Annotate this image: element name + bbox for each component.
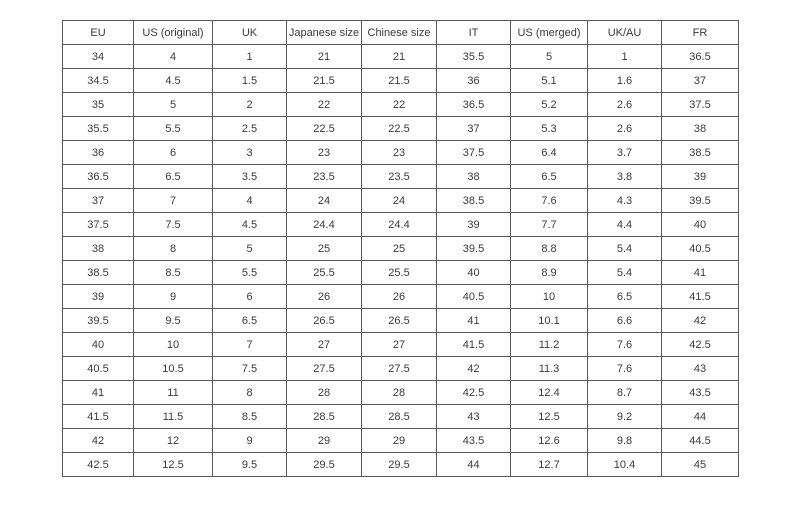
table-cell: 4.3 — [588, 189, 662, 213]
table-row — [63, 165, 739, 189]
table-cell: 5.5 — [134, 117, 213, 141]
table-cell: 36 — [437, 69, 511, 93]
table-cell: 4 — [134, 45, 213, 69]
table-cell: 27.5 — [362, 357, 437, 381]
table-cell: 22.5 — [362, 117, 437, 141]
table-cell: 44 — [662, 405, 739, 429]
table-cell: 2.6 — [588, 117, 662, 141]
table-cell: 9.5 — [213, 453, 287, 477]
table-cell: 39 — [662, 165, 739, 189]
table-cell: 25.5 — [287, 261, 362, 285]
table-cell: 23 — [362, 141, 437, 165]
table-cell: 40 — [437, 261, 511, 285]
table-cell: 10.4 — [588, 453, 662, 477]
table-row — [63, 213, 739, 237]
table-cell: 12.5 — [134, 453, 213, 477]
column-header-fr: FR — [662, 21, 739, 45]
table-cell: 24.4 — [362, 213, 437, 237]
table-cell: 7.7 — [511, 213, 588, 237]
table-cell: 38.5 — [63, 261, 134, 285]
table-row — [63, 93, 739, 117]
table-row — [63, 453, 739, 477]
table-cell: 28 — [287, 381, 362, 405]
table-cell: 40 — [63, 333, 134, 357]
table-cell: 42.5 — [63, 453, 134, 477]
table-cell: 23 — [287, 141, 362, 165]
table-cell: 6.5 — [213, 309, 287, 333]
table-cell: 21.5 — [362, 69, 437, 93]
table-cell: 27.5 — [287, 357, 362, 381]
table-cell: 35.5 — [437, 45, 511, 69]
table-cell: 1 — [588, 45, 662, 69]
table-cell: 5 — [213, 237, 287, 261]
column-header-it: IT — [437, 21, 511, 45]
table-cell: 21 — [362, 45, 437, 69]
shoe-size-conversion-table — [62, 20, 739, 477]
table-cell: 44 — [437, 453, 511, 477]
table-cell: 43.5 — [437, 429, 511, 453]
table-cell: 24 — [362, 189, 437, 213]
table-cell: 7.6 — [588, 333, 662, 357]
table-cell: 10.1 — [511, 309, 588, 333]
table-cell: 7 — [134, 189, 213, 213]
table-cell: 34 — [63, 45, 134, 69]
table-cell: 12.6 — [511, 429, 588, 453]
table-row — [63, 357, 739, 381]
table-cell: 42 — [437, 357, 511, 381]
table-cell: 37.5 — [662, 93, 739, 117]
table-row — [63, 285, 739, 309]
table-cell: 39 — [437, 213, 511, 237]
table-cell: 24 — [287, 189, 362, 213]
header-row — [63, 21, 739, 45]
table-cell: 22 — [287, 93, 362, 117]
table-cell: 27 — [287, 333, 362, 357]
table-cell: 28.5 — [287, 405, 362, 429]
table-cell: 4.4 — [588, 213, 662, 237]
table-row — [63, 189, 739, 213]
table-cell: 40.5 — [662, 237, 739, 261]
table-cell: 38 — [662, 117, 739, 141]
table-cell: 34.5 — [63, 69, 134, 93]
table-cell: 21 — [287, 45, 362, 69]
table-cell: 9.2 — [588, 405, 662, 429]
table-cell: 41 — [437, 309, 511, 333]
table-cell: 26 — [362, 285, 437, 309]
table-cell: 37 — [437, 117, 511, 141]
table-cell: 36.5 — [437, 93, 511, 117]
table-row — [63, 261, 739, 285]
table-cell: 11.5 — [134, 405, 213, 429]
table-cell: 39.5 — [437, 237, 511, 261]
column-header-japanese-size: Japanese size — [287, 21, 362, 45]
table-cell: 1.6 — [588, 69, 662, 93]
table-cell: 8 — [213, 381, 287, 405]
table-cell: 26.5 — [362, 309, 437, 333]
table-cell: 5.2 — [511, 93, 588, 117]
table-cell: 7.6 — [511, 189, 588, 213]
table-cell: 29 — [362, 429, 437, 453]
table-cell: 41.5 — [437, 333, 511, 357]
table-cell: 43 — [437, 405, 511, 429]
table-row — [63, 429, 739, 453]
table-cell: 8 — [134, 237, 213, 261]
table-cell: 35 — [63, 93, 134, 117]
table-row — [63, 309, 739, 333]
table-cell: 7.5 — [213, 357, 287, 381]
table-cell: 26 — [287, 285, 362, 309]
table-cell: 36.5 — [662, 45, 739, 69]
table-cell: 5.4 — [588, 237, 662, 261]
table-cell: 2.5 — [213, 117, 287, 141]
column-header-chinese-size: Chinese size — [362, 21, 437, 45]
table-cell: 4 — [213, 189, 287, 213]
table-cell: 4.5 — [134, 69, 213, 93]
table-cell: 10 — [134, 333, 213, 357]
table-cell: 12.7 — [511, 453, 588, 477]
table-cell: 24.4 — [287, 213, 362, 237]
table-cell: 37.5 — [63, 213, 134, 237]
table-cell: 10.5 — [134, 357, 213, 381]
table-cell: 39.5 — [63, 309, 134, 333]
table-cell: 11.2 — [511, 333, 588, 357]
table-cell: 8.7 — [588, 381, 662, 405]
table-cell: 25 — [362, 237, 437, 261]
table-cell: 11.3 — [511, 357, 588, 381]
table-cell: 6.5 — [588, 285, 662, 309]
column-header-eu: EU — [63, 21, 134, 45]
table-cell: 6.5 — [511, 165, 588, 189]
table-cell: 3.5 — [213, 165, 287, 189]
table-cell: 23.5 — [362, 165, 437, 189]
table-cell: 40.5 — [437, 285, 511, 309]
table-cell: 38 — [63, 237, 134, 261]
table-cell: 2 — [213, 93, 287, 117]
table-row — [63, 69, 739, 93]
table-cell: 5 — [511, 45, 588, 69]
table-cell: 22.5 — [287, 117, 362, 141]
table-cell: 39 — [63, 285, 134, 309]
table-cell: 38 — [437, 165, 511, 189]
table-cell: 38.5 — [662, 141, 739, 165]
table-cell: 9 — [213, 429, 287, 453]
table-cell: 6.6 — [588, 309, 662, 333]
table-cell: 41.5 — [662, 285, 739, 309]
table-body — [63, 45, 739, 477]
table-cell: 4.5 — [213, 213, 287, 237]
table-row — [63, 405, 739, 429]
table-row — [63, 117, 739, 141]
table-cell: 42.5 — [437, 381, 511, 405]
table-cell: 3.7 — [588, 141, 662, 165]
table-cell: 8.8 — [511, 237, 588, 261]
table-cell: 3.8 — [588, 165, 662, 189]
table-cell: 1 — [213, 45, 287, 69]
table-cell: 36 — [63, 141, 134, 165]
table-cell: 5.4 — [588, 261, 662, 285]
table-cell: 29 — [287, 429, 362, 453]
table-cell: 42.5 — [662, 333, 739, 357]
table-cell: 40.5 — [63, 357, 134, 381]
table-cell: 25.5 — [362, 261, 437, 285]
table-cell: 35.5 — [63, 117, 134, 141]
table-cell: 5 — [134, 93, 213, 117]
column-header-uk-au: UK/AU — [588, 21, 662, 45]
table-cell: 25 — [287, 237, 362, 261]
table-cell: 7.6 — [588, 357, 662, 381]
table-row — [63, 333, 739, 357]
table-cell: 42 — [63, 429, 134, 453]
table-cell: 2.6 — [588, 93, 662, 117]
table-cell: 6.5 — [134, 165, 213, 189]
table-row — [63, 45, 739, 69]
table-cell: 5.3 — [511, 117, 588, 141]
table-cell: 29.5 — [287, 453, 362, 477]
table-cell: 41 — [662, 261, 739, 285]
table-cell: 12.5 — [511, 405, 588, 429]
table-row — [63, 237, 739, 261]
table-cell: 5.5 — [213, 261, 287, 285]
table-cell: 8.5 — [134, 261, 213, 285]
table-cell: 43 — [662, 357, 739, 381]
table-cell: 39.5 — [662, 189, 739, 213]
table-cell: 28.5 — [362, 405, 437, 429]
table-cell: 44.5 — [662, 429, 739, 453]
table-cell: 8.9 — [511, 261, 588, 285]
table-row — [63, 381, 739, 405]
table-cell: 43.5 — [662, 381, 739, 405]
table-row — [63, 141, 739, 165]
table-cell: 7 — [213, 333, 287, 357]
table-cell: 28 — [362, 381, 437, 405]
table-cell: 26.5 — [287, 309, 362, 333]
table-cell: 6.4 — [511, 141, 588, 165]
table-cell: 11 — [134, 381, 213, 405]
column-header-us-original: US (original) — [134, 21, 213, 45]
table-cell: 10 — [511, 285, 588, 309]
table-cell: 41 — [63, 381, 134, 405]
table-cell: 42 — [662, 309, 739, 333]
table-cell: 9.8 — [588, 429, 662, 453]
table-cell: 12.4 — [511, 381, 588, 405]
table-cell: 1.5 — [213, 69, 287, 93]
table-cell: 41.5 — [63, 405, 134, 429]
table-cell: 6 — [134, 141, 213, 165]
table-cell: 23.5 — [287, 165, 362, 189]
table-cell: 37 — [662, 69, 739, 93]
table-cell: 21.5 — [287, 69, 362, 93]
table-cell: 37 — [63, 189, 134, 213]
table-cell: 7.5 — [134, 213, 213, 237]
table-cell: 45 — [662, 453, 739, 477]
table-cell: 12 — [134, 429, 213, 453]
table-cell: 3 — [213, 141, 287, 165]
table-cell: 9 — [134, 285, 213, 309]
column-header-uk: UK — [213, 21, 287, 45]
table-cell: 8.5 — [213, 405, 287, 429]
table-cell: 22 — [362, 93, 437, 117]
table-header — [63, 21, 739, 45]
table-cell: 6 — [213, 285, 287, 309]
table-cell: 29.5 — [362, 453, 437, 477]
table-cell: 36.5 — [63, 165, 134, 189]
table-cell: 27 — [362, 333, 437, 357]
column-header-us-merged: US (merged) — [511, 21, 588, 45]
table-cell: 40 — [662, 213, 739, 237]
table-cell: 38.5 — [437, 189, 511, 213]
table-cell: 9.5 — [134, 309, 213, 333]
table-cell: 37.5 — [437, 141, 511, 165]
table-cell: 5.1 — [511, 69, 588, 93]
